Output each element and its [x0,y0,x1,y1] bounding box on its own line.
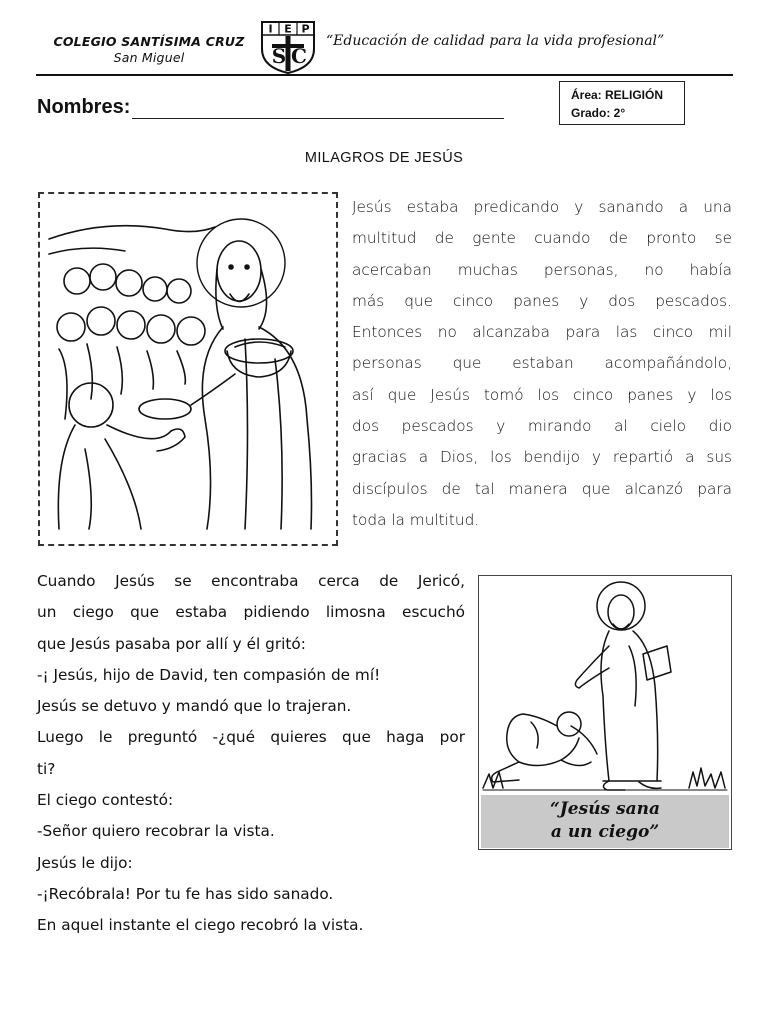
story-line: un ciego que estaba pidiendo limosna escuchó [37,603,465,622]
story-line: El ciego contestó: [37,791,174,810]
names-label: Nombres: [37,96,131,118]
paragraph-line: discípulos de tal manera que alcanzó para [352,479,732,498]
story-line: Jesús le dijo: [37,853,133,872]
paragraph-line: acercaban muchas personas, no había [352,260,732,279]
feeding-paragraph [352,192,732,536]
paragraph-line: más que cinco panes y dos pescados. [352,291,732,310]
svg-text:S: S [271,44,287,68]
paragraph-line: Entonces no alcanzaba para las cinco mil [352,323,732,342]
paragraph-line: Jesús estaba predicando y sanando a una [352,198,732,216]
paragraph-line: dos pescados y mirando al cielo dio [352,417,732,436]
school-name: COLEGIO SANTÍSIMA CRUZ [53,34,245,49]
info-box [559,81,685,125]
paragraph-line: personas que estaban acompañándolo, [352,354,732,373]
story-line: Cuando Jesús se encontraba cerca de Jericó, [37,572,465,590]
school-location: San Miguel [113,50,185,65]
names-write-line[interactable] [132,118,504,119]
story-line: -Señor quiero recobrar la vista. [37,822,275,841]
header-divider [36,74,733,76]
school-header [40,34,258,65]
story-line: -¡Recóbrala! Por tu fe has sido sanado. [37,884,334,903]
caption-line-2: a un ciego” [550,822,660,842]
jesus-heals-blind-man-illustration [479,576,731,794]
story-line: En aquel instante el ciego recobró la vista. [37,916,364,935]
story-line: Jesús se detuvo y mandó que lo trajeran. [37,697,352,716]
story-line: ti? [37,759,56,778]
area-label: Área: RELIGIÓN [571,88,664,102]
blind-man-story [37,566,465,942]
jesus-feeding-multitude-illustration [45,199,331,539]
story-line: -¡ Jesús, hijo de David, ten compasión de mí! [37,665,381,684]
svg-text:C: C [291,44,307,68]
school-crest-icon [259,19,317,75]
school-motto: “Educación de calidad para la vida profesional” [326,33,665,49]
illustration-frame-2 [478,575,732,850]
paragraph-line: gracias a Dios, los bendijo y repartió a sus [352,448,732,467]
paragraph-line: toda la multitud. [352,510,480,529]
story-line: que Jesús pasaba por allí y él gritó: [37,634,306,653]
illustration-frame-1 [38,192,338,546]
page-title: MILAGROS DE JESÚS [304,150,464,166]
paragraph-line: multitud de gente cuando de pronto se [352,229,732,248]
svg-text:I: I [268,22,273,36]
story-line: Luego le preguntó -¿qué quieres que haga por [37,728,465,747]
svg-text:E: E [284,22,292,36]
grade-label: Grado: 2° [571,106,626,120]
illustration-caption [481,795,729,848]
caption-line-1: “Jesús sana [549,799,661,819]
svg-text:P: P [301,22,310,36]
paragraph-line: así que Jesús tomó los cinco panes y los [352,385,732,404]
